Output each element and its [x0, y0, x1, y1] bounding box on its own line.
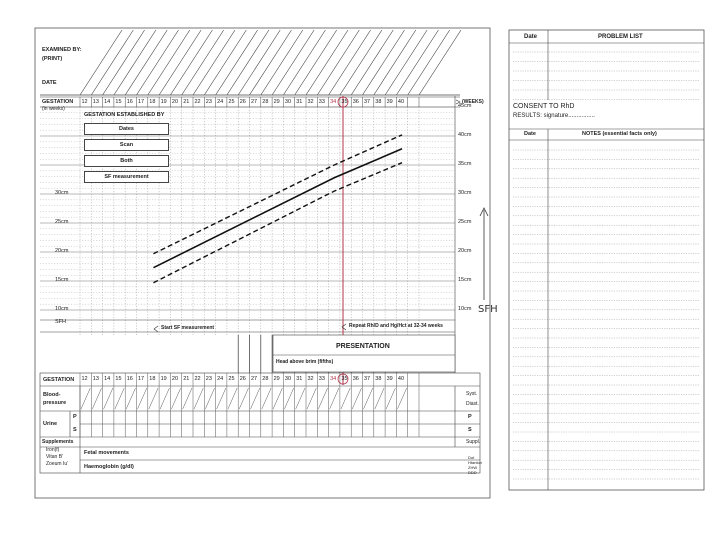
option-scan[interactable]: Scan [84, 139, 169, 151]
hatch-line [159, 30, 201, 95]
blood-pressure-slash-cells [81, 388, 407, 409]
hatch-line [329, 30, 371, 95]
bp-slash [160, 388, 169, 409]
week-label-35: 35 [341, 376, 348, 382]
week-label-26: 26 [239, 99, 246, 105]
hatch-line [306, 30, 348, 95]
week-label-14: 14 [104, 376, 111, 382]
hatch-line [182, 30, 224, 95]
hatch-line [363, 30, 405, 95]
hatch-line [216, 30, 258, 95]
ref-code: Dot Htanton ZHW DDD [468, 455, 483, 475]
week-label-22: 22 [194, 99, 201, 105]
week-label-24: 24 [217, 376, 224, 382]
syst-label: Syst. [466, 391, 478, 397]
hatch-line [250, 30, 292, 95]
week-label-33: 33 [318, 376, 325, 382]
sfh-centile-lines [153, 135, 402, 283]
bp-slash [284, 388, 293, 409]
fetal-movements-label: Fetal movements [84, 450, 129, 456]
week-label-34: 34 [330, 99, 337, 105]
supplement-item-3: Zoeum Iu’ [46, 461, 69, 467]
week-label-37: 37 [364, 376, 371, 382]
week-label-21: 21 [183, 376, 190, 382]
right-p-label: P [468, 414, 472, 420]
week-label-27: 27 [251, 99, 258, 105]
week-label-21: 21 [183, 99, 190, 105]
bp-slash [307, 388, 316, 409]
hatch-line [272, 30, 314, 95]
y-tick-right: 35cm [458, 161, 472, 167]
bp-slash [138, 388, 147, 409]
bp-slash [126, 388, 135, 409]
lower-table-rules [40, 373, 483, 475]
y-tick-left: 25cm [55, 219, 69, 225]
y-tick-left: 20cm [55, 248, 69, 254]
week-label-30: 30 [284, 99, 292, 105]
hatch-line [148, 30, 190, 95]
hatch-line [193, 30, 235, 95]
y-tick-left: 10cm [55, 306, 69, 312]
bp-slash [183, 388, 192, 409]
week-label-12: 12 [81, 99, 88, 105]
hatch-line [103, 30, 145, 95]
lower-table-week-columns [80, 373, 419, 437]
presentation-box-frame [273, 335, 455, 372]
centile-line-upper [153, 135, 402, 254]
hatch-line [114, 30, 156, 95]
hatch-line [261, 30, 303, 95]
y-tick-right: 25cm [458, 219, 472, 225]
bp-slash [104, 388, 113, 409]
bp-slash [375, 388, 384, 409]
hatch-line [137, 30, 179, 95]
notes-date-header: Date [524, 131, 536, 137]
hatch-line [227, 30, 269, 95]
week-label-40: 40 [397, 99, 405, 105]
date-label: DATE [42, 80, 57, 86]
week-label-35: 35 [341, 99, 348, 105]
urine-label: Urine [43, 421, 58, 427]
week-label-36: 36 [352, 376, 359, 382]
week-label-36: 36 [352, 99, 359, 105]
week-label-23: 23 [205, 376, 212, 382]
gestation-label-bottom: GESTATION [43, 377, 75, 383]
week-label-39: 39 [386, 376, 393, 382]
week-label-28: 28 [262, 376, 269, 382]
week-label-18: 18 [149, 376, 156, 382]
print-label: (PRINT) [42, 56, 63, 62]
bp-slash [364, 388, 373, 409]
week-label-19: 19 [160, 99, 167, 105]
handwritten-sfh-label: SFH [478, 304, 498, 315]
week-label-32: 32 [307, 99, 314, 105]
hatch-line [283, 30, 325, 95]
notes-panel-rules [509, 30, 704, 490]
bp-slash [330, 388, 339, 409]
haemoglobin-label: Haemoglobin (g/dl) [84, 464, 134, 470]
diast-label: Diast. [466, 401, 479, 407]
bp-slash [352, 388, 361, 409]
bp-slash [149, 388, 158, 409]
week-label-14: 14 [104, 99, 111, 105]
hatch-line [351, 30, 393, 95]
annotation-arrow-icons [154, 100, 460, 332]
date-hatch-columns [80, 30, 461, 95]
week-label-38: 38 [375, 376, 382, 382]
hatch-line [170, 30, 212, 95]
y-tick-right: 45cm [458, 103, 472, 109]
week-label-39: 39 [386, 99, 393, 105]
hatch-line [295, 30, 337, 95]
problem-list-header: PROBLEM LIST [598, 34, 643, 40]
bp-slash [194, 388, 203, 409]
week-label-22: 22 [194, 376, 201, 382]
supplement-item-2: Vitan B’ [46, 454, 64, 460]
y-tick-left: 15cm [55, 277, 69, 283]
week-label-26: 26 [239, 376, 246, 382]
bp-slash [217, 388, 226, 409]
y-tick-right: 20cm [458, 248, 472, 254]
weeks-label: (WEEKS) [462, 99, 484, 105]
week-label-33: 33 [318, 99, 325, 105]
y-tick-left: 30cm [55, 190, 69, 196]
bp-slash [228, 388, 237, 409]
week-label-28: 28 [262, 99, 269, 105]
option-both[interactable]: Both [84, 155, 169, 167]
bp-slash [115, 388, 124, 409]
week-label-29: 29 [273, 99, 280, 105]
bp-slash [262, 388, 271, 409]
week-label-32: 32 [307, 376, 314, 382]
week-label-34: 34 [330, 376, 337, 382]
week-label-15: 15 [115, 376, 122, 382]
bp-slash [92, 388, 101, 409]
urine-s-label: S [73, 427, 77, 433]
week-label-20: 20 [171, 376, 179, 382]
week-label-30: 30 [284, 376, 292, 382]
week-label-17: 17 [138, 99, 145, 105]
urine-p-label: P [73, 414, 77, 420]
notes-header: NOTES (essential facts only) [582, 131, 657, 137]
week-label-17: 17 [138, 376, 145, 382]
week-label-25: 25 [228, 376, 235, 382]
hatch-line [340, 30, 382, 95]
bp-slash [251, 388, 260, 409]
start-sf-annotation: Start SF measurement [161, 325, 215, 331]
bp-slash [397, 388, 406, 409]
supplements-label: Supplements [42, 439, 74, 445]
y-tick-right: 30cm [458, 190, 472, 196]
week-label-37: 37 [364, 99, 371, 105]
week-label-15: 15 [115, 99, 122, 105]
presentation-sub: Head above brim (fifths) [276, 359, 334, 365]
problem-date-header: Date [524, 34, 538, 40]
y-tick-right: 15cm [458, 277, 472, 283]
hatch-line [396, 30, 438, 95]
sfh-up-arrow-icon [480, 208, 488, 300]
bp-slash [171, 388, 180, 409]
bp-slash [318, 388, 327, 409]
hatch-line [125, 30, 167, 95]
week-label-24: 24 [217, 99, 224, 105]
examined-by-label: EXAMINED BY: [42, 47, 82, 53]
presentation-title: PRESENTATION [336, 343, 390, 350]
gestation-label-top: GESTATION [42, 99, 74, 105]
hatch-line [374, 30, 416, 95]
option-sf-measurement[interactable]: SF measurement [84, 171, 169, 183]
hatch-line [317, 30, 359, 95]
in-weeks-label: (in weeks) [42, 106, 65, 112]
bp-slash [386, 388, 395, 409]
established-by-title: GESTATION ESTABLISHED BY [84, 112, 165, 118]
week-label-27: 27 [251, 376, 258, 382]
y-tick-right: 10cm [458, 306, 472, 312]
week-label-12: 12 [81, 376, 88, 382]
hatch-line [80, 30, 122, 95]
bp-slash [239, 388, 248, 409]
bp-slash [341, 388, 350, 409]
supplement-item-1: Iron(f) [46, 447, 60, 453]
option-dates[interactable]: Dates [84, 123, 169, 135]
bp-slash [273, 388, 282, 409]
suppl-label: Suppl. [466, 439, 481, 445]
hatch-line [419, 30, 461, 95]
week-label-31: 31 [296, 376, 303, 382]
week-label-31: 31 [296, 99, 303, 105]
week-label-16: 16 [126, 376, 133, 382]
week-label-19: 19 [160, 376, 167, 382]
week-label-38: 38 [375, 99, 382, 105]
hatch-line [408, 30, 450, 95]
right-s-label: S [468, 427, 472, 433]
centile-line-centre [153, 149, 402, 268]
bp-slash [296, 388, 305, 409]
sfh-axis-label: SFH [55, 319, 66, 325]
consent-label: CONSENT TO RhD [513, 103, 575, 110]
week-label-16: 16 [126, 99, 133, 105]
bp-slash [81, 388, 90, 409]
week-label-13: 13 [92, 376, 99, 382]
hatch-line [238, 30, 280, 95]
week-label-20: 20 [171, 99, 179, 105]
bp-slash [205, 388, 214, 409]
hatch-line [91, 30, 133, 95]
results-signature-label: RESULTS: signature................ [513, 113, 595, 119]
centile-line-lower [153, 163, 402, 283]
y-tick-right: 40cm [458, 132, 472, 138]
week-label-23: 23 [205, 99, 212, 105]
blood-pressure-label: Blood- pressure [43, 392, 67, 406]
repeat-rh-annotation: Repeat Rh/D and Hg/Hct at 32-34 weeks [349, 323, 443, 329]
week-label-13: 13 [92, 99, 99, 105]
week-label-40: 40 [397, 376, 405, 382]
week-label-25: 25 [228, 99, 235, 105]
week-label-29: 29 [273, 376, 280, 382]
week-label-18: 18 [149, 99, 156, 105]
hatch-line [204, 30, 246, 95]
hatch-line [385, 30, 427, 95]
